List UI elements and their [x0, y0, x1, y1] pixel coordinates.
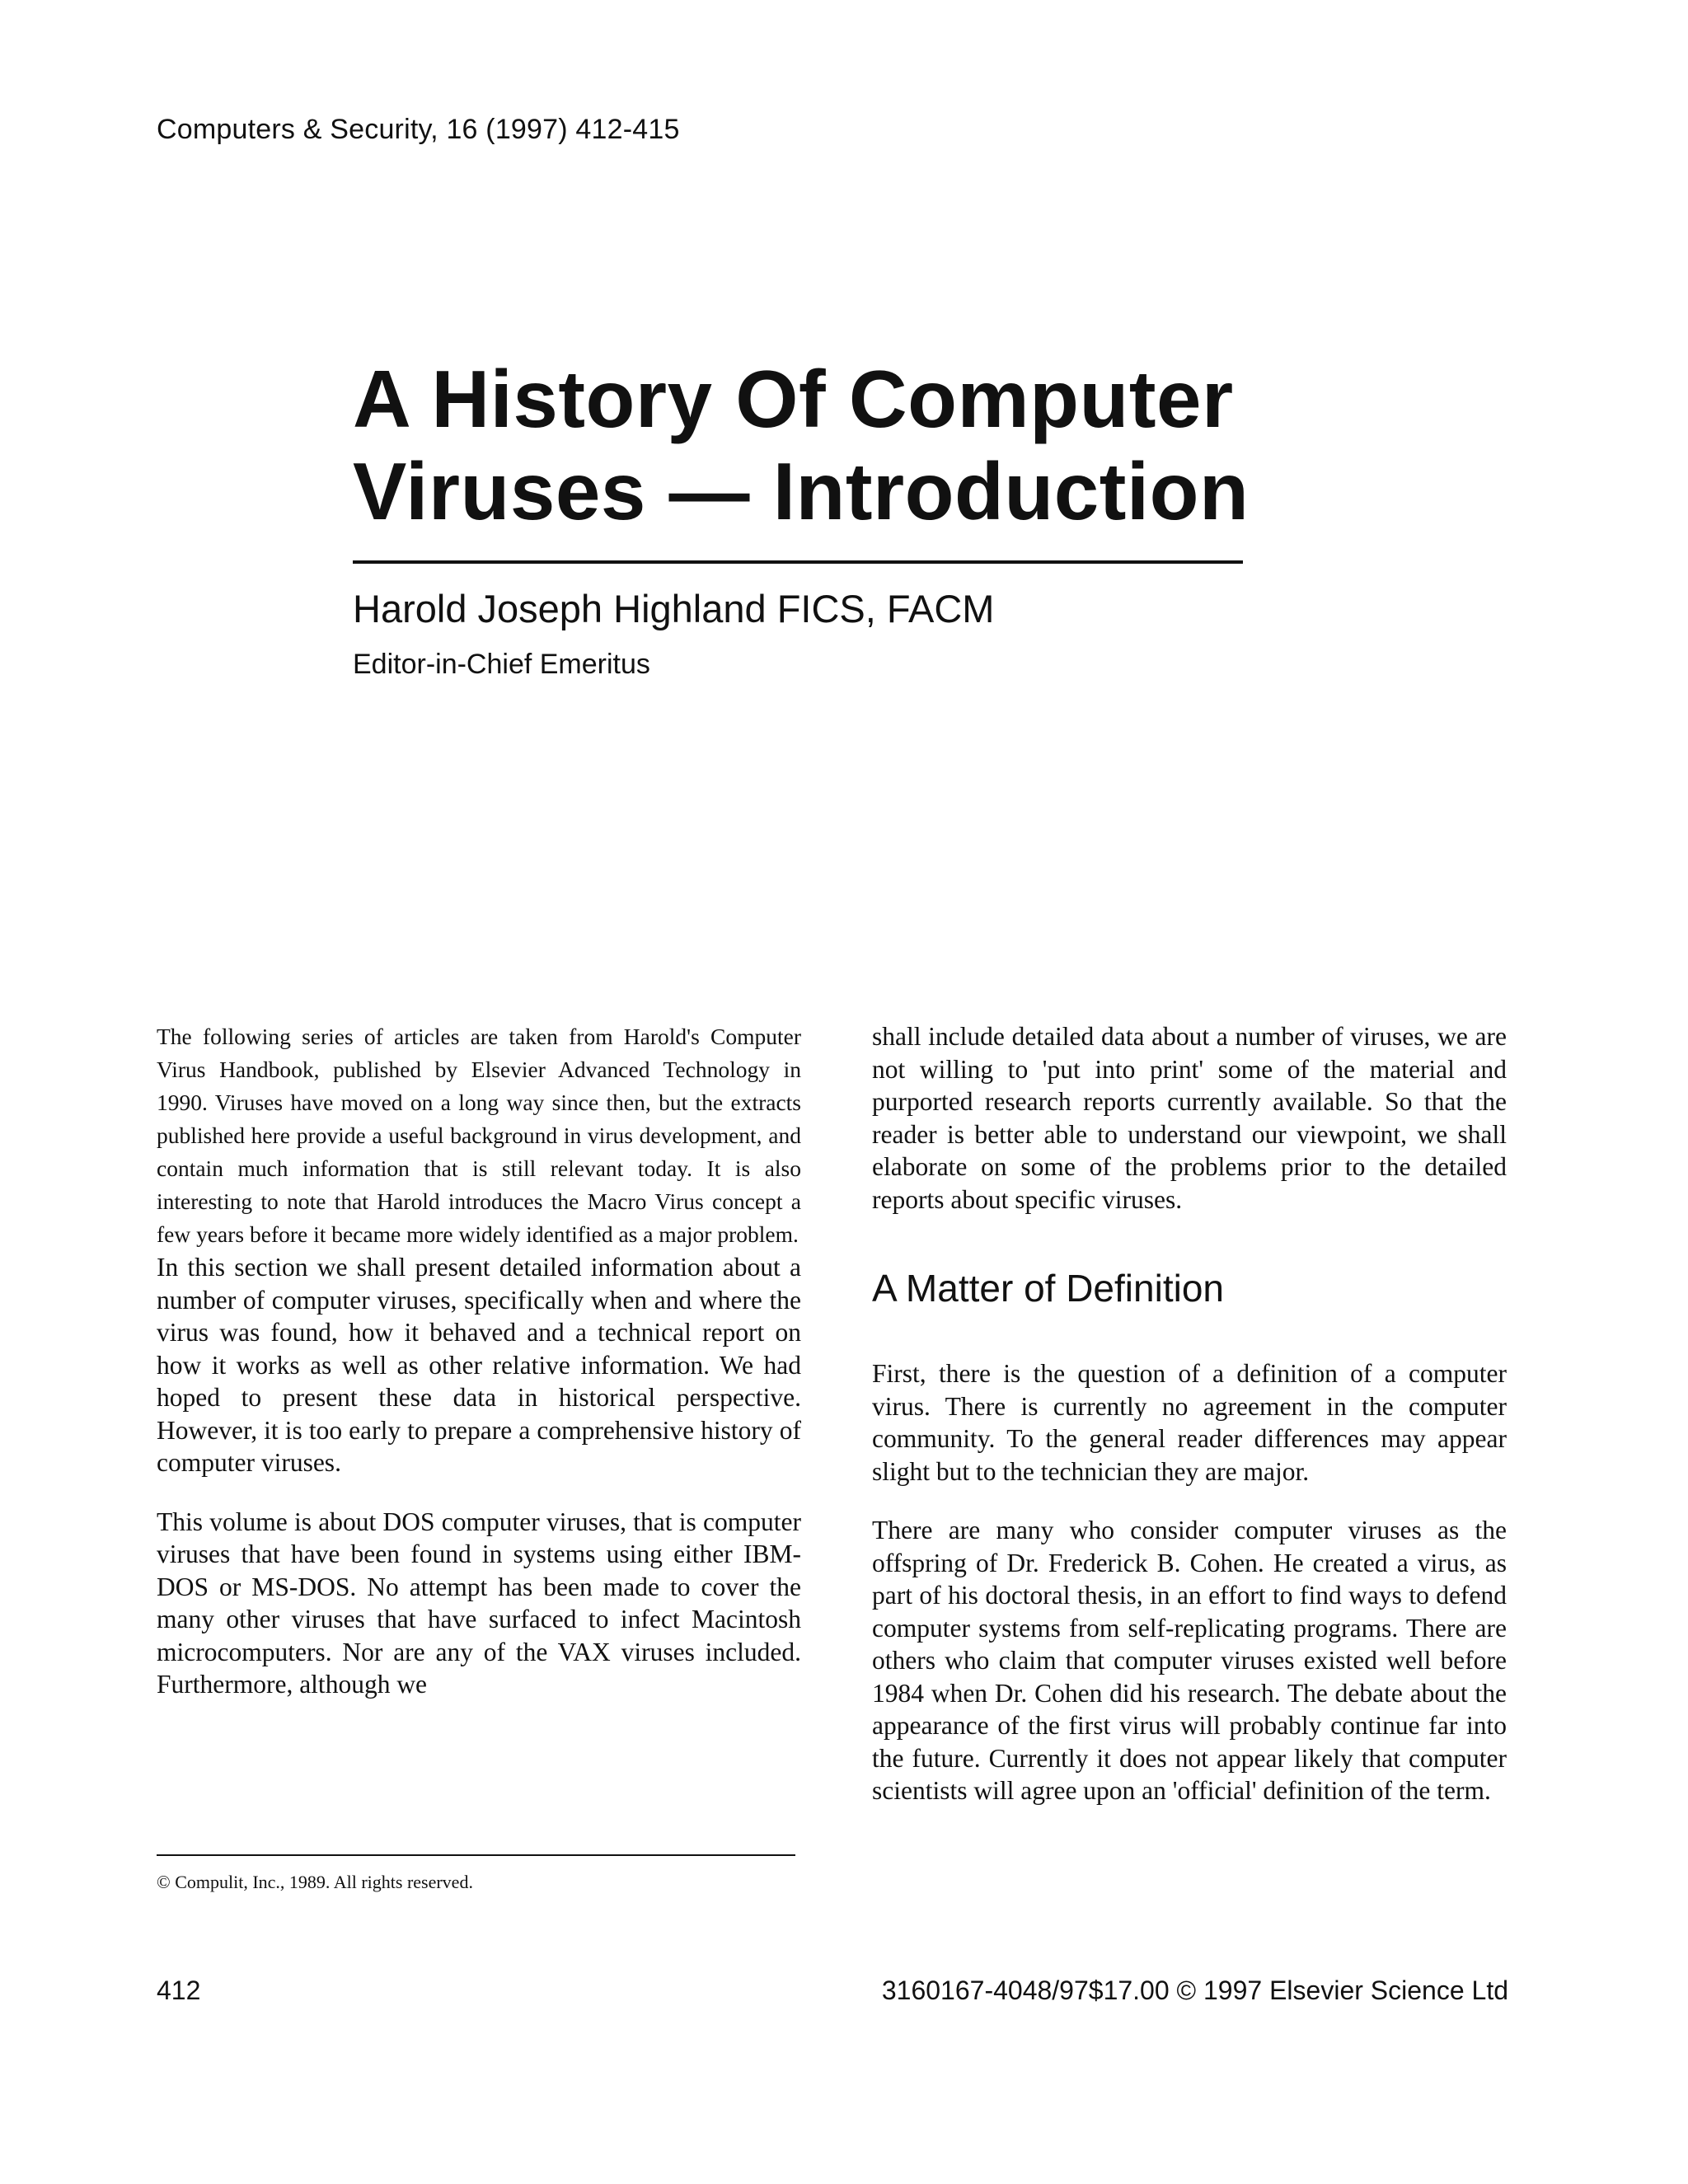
- author-role: Editor-in-Chief Emeritus: [353, 649, 650, 680]
- body-paragraph-continued: shall include detailed data about a number of viruses, we are not willing to 'put into print' some of the material and purported research reports currently available. So that the reader is better able to understand our viewpoint, we shall elaborate on some of the problems prior to the detailed reports about specific viruses.: [872, 1022, 1507, 1214]
- body-paragraph: There are many who consider computer viruses as the offspring of Dr. Frederick B. Cohen. He created a virus, as part of his doctoral thesis, in an effort to find ways to defend computer systems from self-replicating programs. There are others who claim that computer viruses existed well before 1984 when Dr. Cohen did his research. The debate about the appearance of the first virus will probably continue far into the future. Currently it does not appear likely that computer scientists will agree upon an 'official' definition of the term.: [872, 1516, 1507, 1805]
- running-header: Computers & Security, 16 (1997) 412-415: [157, 114, 680, 145]
- abstract: The following series of articles are taken from Harold's Computer Virus Handbook, published by Elsevier Advanced Technology in 1990. Viruses have moved on a long way since then, but the extracts published here provide a useful background in virus development, and contain much information that is still relevant today. It is also interesting to note that Harold introduces the Macro Virus concept a few years before it became more widely identified as a major problem.: [157, 1024, 801, 1247]
- body-paragraph: First, there is the question of a definition of a computer virus. There is currently no agreement in the computer community. To the general reader differences may appear slight but to the technician they are major.: [872, 1359, 1507, 1486]
- title-block: [353, 353, 1251, 682]
- article-title: A History Of Computer Viruses — Introduction: [353, 354, 1250, 537]
- copyright-line: 3160167-4048/97$17.00 © 1997 Elsevier Science Ltd: [881, 1975, 1508, 2005]
- right-column: [872, 1020, 1507, 1834]
- title-rule: [353, 560, 1243, 564]
- footnote: © Compulit, Inc., 1989. All rights reserved.: [157, 1872, 473, 1892]
- body-paragraph: This volume is about DOS computer viruses, that is computer viruses that have been found in systems using either IBM-DOS or MS-DOS. No attempt has been made to cover the many other viruses that have surfaced to infect Macintosh microcomputers. Nor are any of the VAX viruses included. Furthermore, although we: [157, 1507, 801, 1699]
- footnote-block: [157, 1854, 795, 1894]
- left-column: [157, 1020, 801, 1727]
- section-heading: A Matter of Definition: [872, 1267, 1224, 1310]
- footnote-rule: [157, 1854, 795, 1856]
- body-paragraph: In this section we shall present detailed information about a number of computer viruses, specifically when and where the virus was found, how it behaved and a technical report on how it works as well as other relative information. We had hoped to present these data in historical perspective. However, it is too early to prepare a comprehensive history of computer viruses.: [157, 1253, 801, 1477]
- author-name: Harold Joseph Highland FICS, FACM: [353, 587, 995, 630]
- page-number: 412: [157, 1975, 201, 2005]
